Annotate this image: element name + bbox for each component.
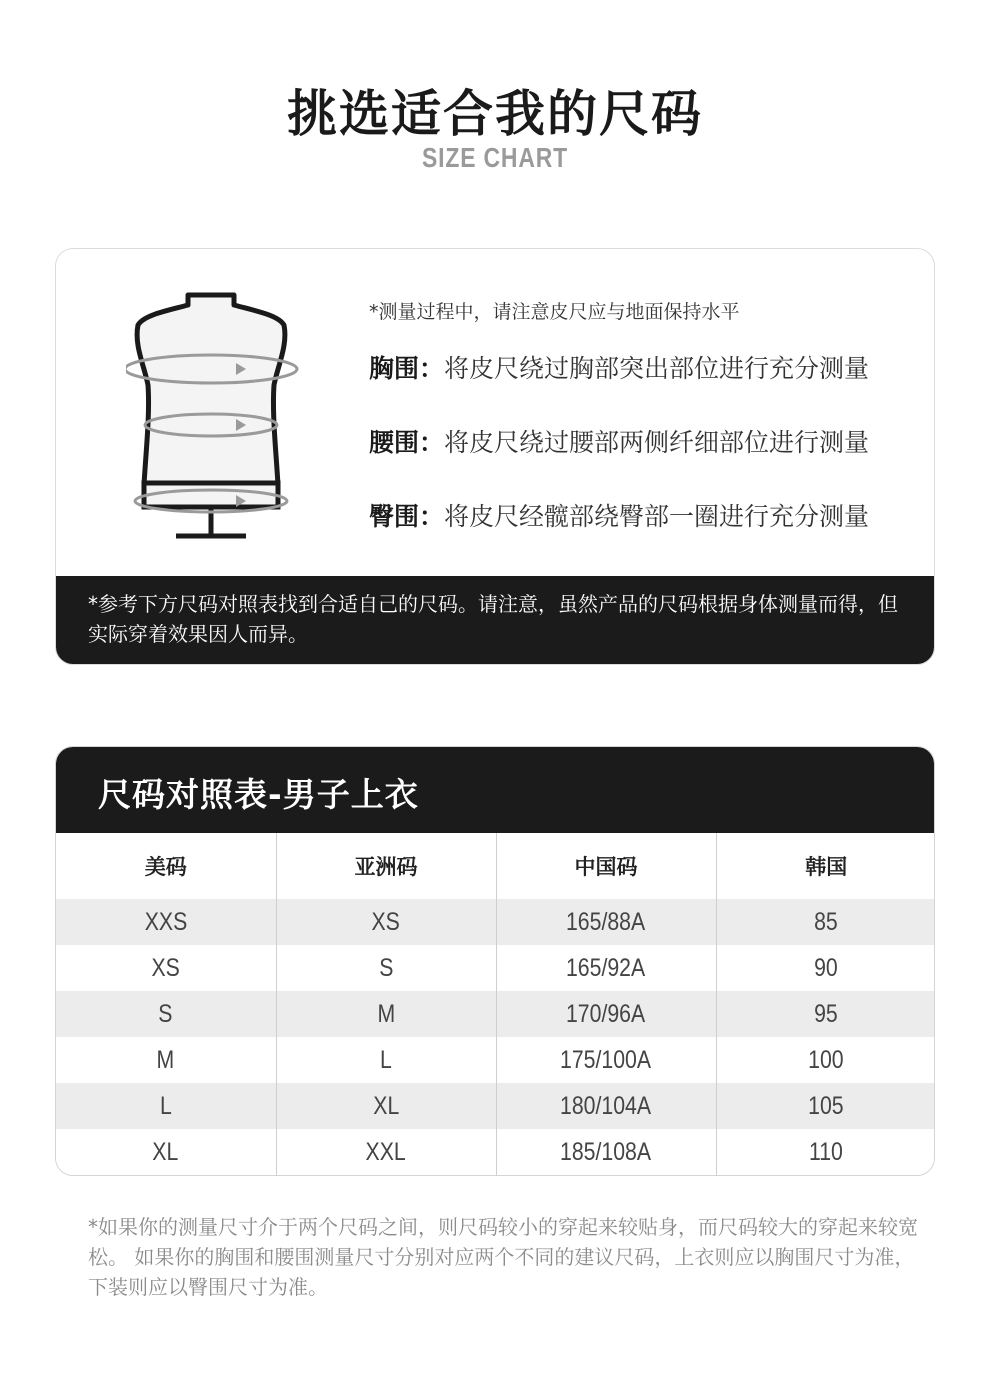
table-cell: XXL [276, 1129, 496, 1175]
table-cell: 105 [716, 1083, 935, 1129]
size-table-title: 尺码对照表-男子上衣 [56, 747, 934, 833]
table-cell: 165/92A [496, 945, 716, 991]
table-cell: XXS [56, 899, 276, 945]
table-row [56, 899, 935, 945]
table-cell: S [276, 945, 496, 991]
table-cell: XL [56, 1129, 276, 1175]
measure-text: 将皮尺绕过腰部两侧纤细部位进行测量 [444, 428, 870, 457]
page-subtitle: SIZE CHART [422, 142, 568, 173]
size-table [56, 833, 935, 1175]
table-cell: XS [276, 899, 496, 945]
measure-label: 腰围： [369, 428, 445, 457]
table-row [56, 1129, 935, 1175]
table-row [56, 1083, 935, 1129]
table-row [56, 945, 935, 991]
measure-text: 将皮尺经髋部绕臀部一圈进行充分测量 [444, 502, 870, 531]
table-cell: 180/104A [496, 1083, 716, 1129]
measure-guide-card [55, 248, 935, 665]
measure-banner: *参考下方尺码对照表找到合适自己的尺码。请注意，虽然产品的尺码根据身体测量而得，但实际穿着效果因人而异。 [56, 576, 935, 665]
table-cell: 175/100A [496, 1037, 716, 1083]
table-cell: L [276, 1037, 496, 1083]
table-cell: M [276, 991, 496, 1037]
table-cell: L [56, 1083, 276, 1129]
page-title: 挑选适合我的尺码 [287, 85, 703, 143]
table-cell: 185/108A [496, 1129, 716, 1175]
table-cell: M [56, 1037, 276, 1083]
table-cell: S [56, 991, 276, 1037]
table-cell: XL [276, 1083, 496, 1129]
measure-row-waist [369, 423, 869, 459]
size-table-card [55, 746, 935, 1176]
table-cell: 100 [716, 1037, 935, 1083]
column-header: 美码 [56, 833, 276, 899]
measure-note: *测量过程中，请注意皮尺应与地面保持水平 [369, 301, 740, 323]
table-cell: 110 [716, 1129, 935, 1175]
table-row [56, 991, 935, 1037]
table-cell: 90 [716, 945, 935, 991]
measure-text: 将皮尺绕过胸部突出部位进行充分测量 [444, 354, 870, 383]
size-footnote: *如果你的测量尺寸介于两个尺码之间，则尺码较小的穿起来较贴身，而尺码较大的穿起来较宽松。 如果你的胸围和腰围测量尺寸分别对应两个不同的建议尺码，上衣则应以胸围尺寸为准，下装则应以臀围尺寸为准。 [88, 1215, 918, 1299]
column-header: 韩国 [716, 833, 935, 899]
table-header-row [56, 833, 935, 899]
table-cell: 95 [716, 991, 935, 1037]
measure-row-chest [369, 349, 869, 385]
measure-row-hip [369, 497, 869, 533]
table-cell: 165/88A [496, 899, 716, 945]
table-row [56, 1037, 935, 1083]
measure-label: 臀围： [369, 502, 445, 531]
column-header: 亚洲码 [276, 833, 496, 899]
mannequin-icon [126, 285, 326, 545]
table-cell: XS [56, 945, 276, 991]
measure-label: 胸围： [369, 354, 445, 383]
table-cell: 170/96A [496, 991, 716, 1037]
column-header: 中国码 [496, 833, 716, 899]
table-cell: 85 [716, 899, 935, 945]
